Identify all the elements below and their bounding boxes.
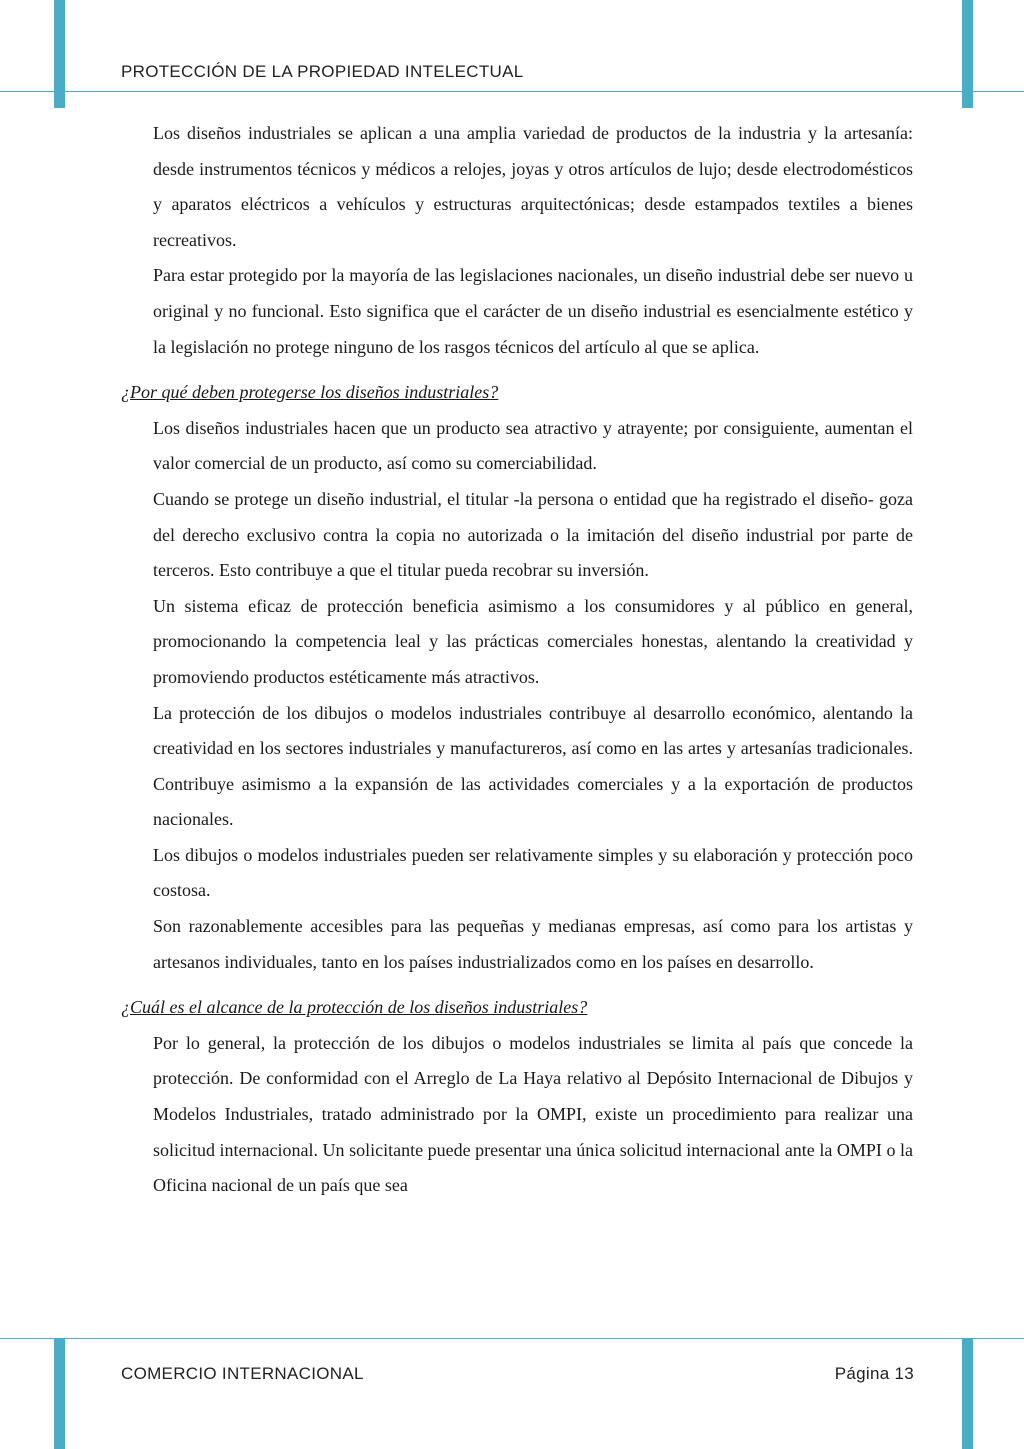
page-body [121,116,913,1204]
header-rule [0,91,1024,92]
footer-right-bar [962,1339,973,1449]
footer-left-bar [54,1339,65,1449]
paragraph: La protección de los dibujos o modelos industriales contribuye al desarrollo económico, alentando la creatividad en los sectores industriales y manufactureros, así como en las artes y artesanías tradicionales. Contribuye asimismo a la expansión de las actividades comerciales y a la exportación de productos nacionales. [153,702,913,830]
paragraph: Cuando se protege un diseño industrial, el titular -la persona o entidad que ha registrado el diseño- goza del derecho exclusivo contra la copia no autorizada o la imitación del diseño industrial por parte de terceros. Esto contribuye a que el titular pueda recobrar su inversión. [153,488,913,581]
paragraph: Los diseños industriales hacen que un producto sea atractivo y atrayente; por consiguiente, aumentan el valor comercial de un producto, así como su comerciabilidad. [153,417,913,474]
page-number: Página 13 [834,1364,914,1383]
footer-rule [0,1338,1024,1339]
paragraph: Para estar protegido por la mayoría de las legislaciones nacionales, un diseño industrial debe ser nuevo u original y no funcional. Esto significa que el carácter de un diseño industrial es esencialmente estético y la legislación no protege ninguno de los rasgos técnicos del artículo al que se aplica. [153,265,913,357]
header-title: PROTECCIÓN DE LA PROPIEDAD INTELECTUAL [121,62,524,81]
section-heading: ¿Por qué deben protegerse los diseños industriales? [121,382,499,403]
paragraph: Un sistema eficaz de protección beneficia asimismo a los consumidores y al público en general, promocionando la competencia leal y las prácticas comerciales honestas, alentando la creatividad y promoviendo productos estéticamente más atractivos. [153,595,913,687]
paragraph: Por lo general, la protección de los dibujos o modelos industriales se limita al país que concede la protección. De conformidad con el Arreglo de La Haya relativo al Depósito Internacional de Dibujos y Modelos Industriales, tratado administrado por la OMPI, existe un procedimiento para realizar una solicitud internacional. Un solicitante puede presentar una única solicitud internacional ante la OMPI o la Oficina nacional de un país que sea [153,1032,913,1196]
paragraph: Los dibujos o modelos industriales pueden ser relativamente simples y su elaboración y protección poco costosa. [153,844,913,901]
section-heading: ¿Cuál es el alcance de la protección de los diseños industriales? [121,997,588,1018]
footer-title: COMERCIO INTERNACIONAL [121,1364,364,1383]
paragraph: Son razonablemente accesibles para las pequeñas y medianas empresas, así como para los artistas y artesanos individuales, tanto en los países industrializados como en los países en desarrollo. [153,916,913,972]
paragraph: Los diseños industriales se aplican a una amplia variedad de productos de la industria y la artesanía: desde instrumentos técnicos y médicos a relojes, joyas y otros artículos de lujo; desde electrodomésticos y aparatos eléctricos a vehículos y estructuras arquitectónicas; desde estampados textiles a bienes recreativos. [153,123,913,250]
